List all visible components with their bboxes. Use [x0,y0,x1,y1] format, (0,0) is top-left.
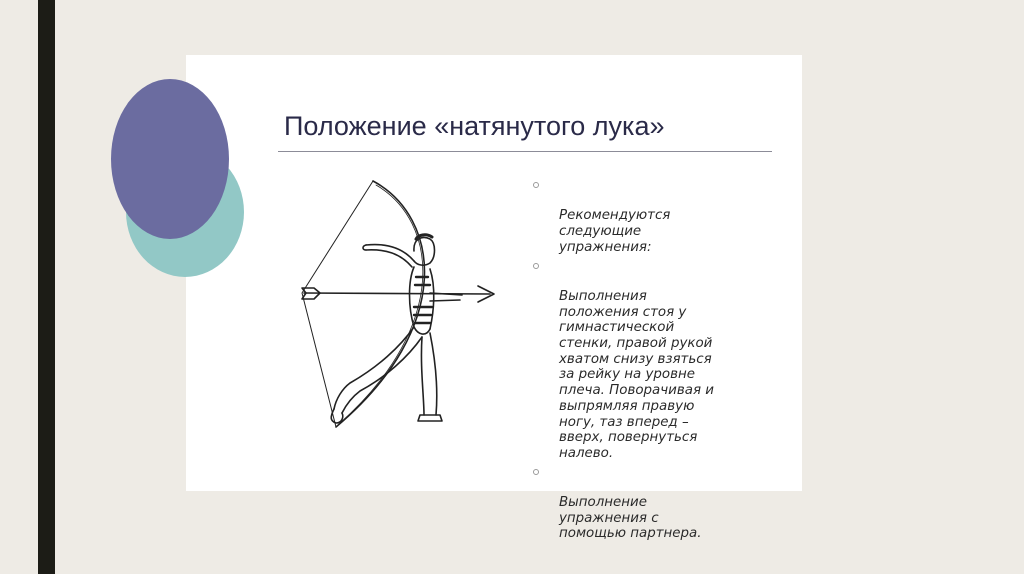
bullet-item [529,258,769,462]
bullet-circle-icon [533,182,539,188]
bullet-item [529,464,769,543]
bullet-item [529,177,769,256]
bullet-text: Выполнение упражнения с помощью партнера. [559,495,702,542]
slide-canvas [186,55,802,542]
left-accent-bar [38,0,55,574]
bullet-circle-icon [533,469,539,475]
bullet-list [529,177,769,544]
drawn-bow-pose-icon [290,177,504,435]
decor-circle-purple [111,79,229,239]
title-divider [278,151,772,152]
bullet-text: Рекомендуются следующие упражнения: [559,208,671,255]
bullet-circle-icon [533,263,539,269]
bullet-text: Выполнения положения стоя у гимнастической стенки, правой рукой хватом снизу взяться за рейку на уровне плеча. Поворачивая и выпрямляя правую ногу, таз вперед – вверх, повернуться налево. [559,288,714,461]
slide-title: Положение «натянутого лука» [284,111,665,141]
